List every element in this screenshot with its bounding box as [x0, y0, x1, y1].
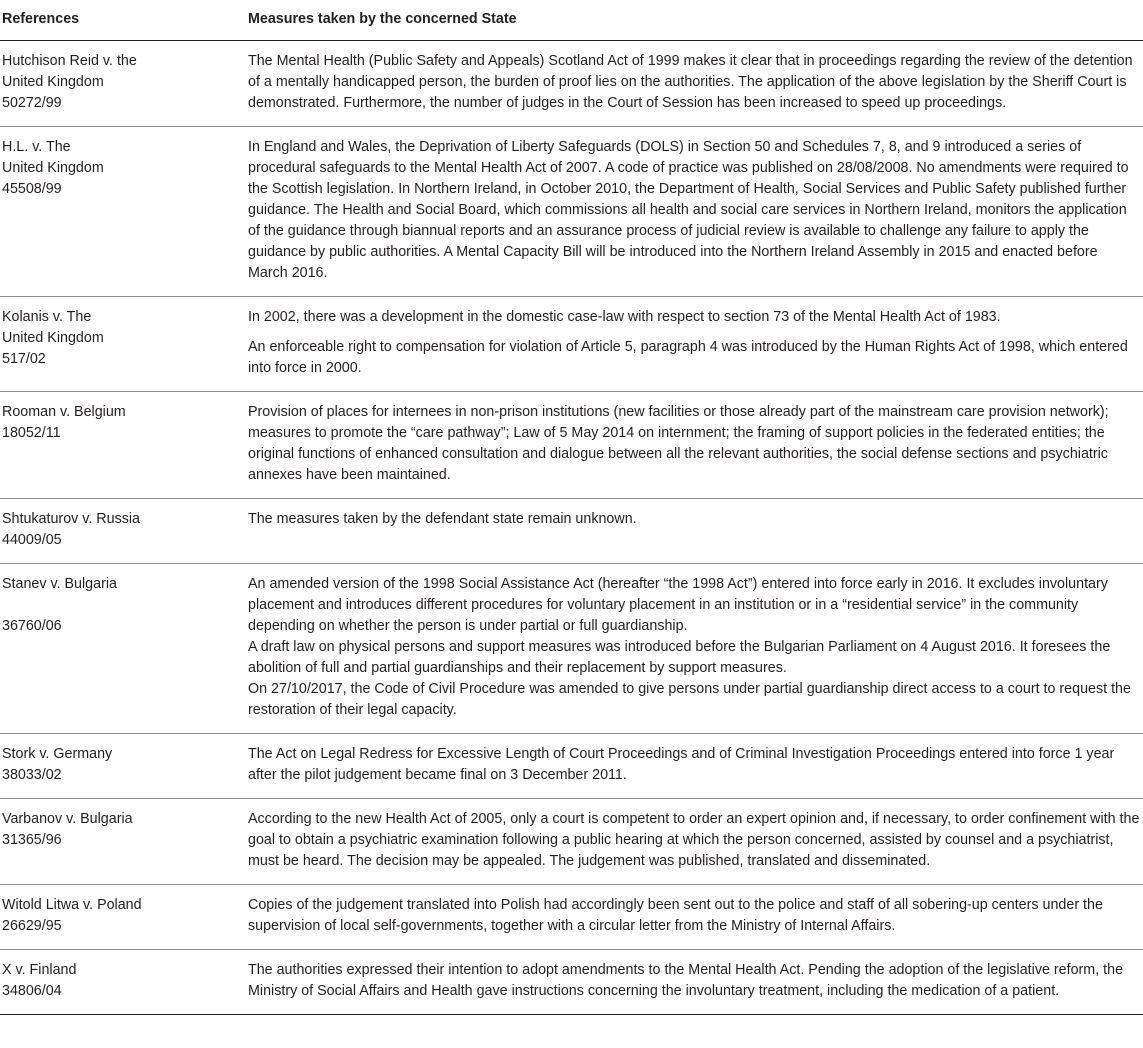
- measure-paragraph: The Mental Health (Public Safety and Appeals) Scotland Act of 1999 makes it clear that in proceedings regarding the review of the detention of a mentally handicapped person, the burden of proof lies on the authorities. The application of the above legislation by the Sheriff Court is demonstrated. Furthermore, the number of judges in the Court of Session has been increased to speed up proceedings.: [248, 53, 1133, 111]
- measure-paragraph: In England and Wales, the Deprivation of Liberty Safeguards (DOLS) in Section 50 and Schedules 7, 8, and 9 introduced a series of procedural safeguards to the Mental Health Act of 2007. A code of practice was published on 28/08/2008. No amendments were required to the Scottish legislation. In Northern Ireland, in October 2010, the Department of Health, Social Services and Public Safety published further guidance. The Health and Social Board, which commissions all health and social care services in Northern Ireland, monitors the application of the guidance through biannual reports and an assurance process of judicial review is available to challenge any failure to apply the guidance by public authorities. A Mental Capacity Bill will be introduced into the Northern Ireland Assembly in 2015 and enacted before March 2016.: [248, 139, 1129, 281]
- reference-line: 34806/04: [2, 983, 62, 999]
- reference-line: Varbanov v. Bulgaria: [2, 811, 133, 827]
- reference-cell: [0, 297, 237, 392]
- measures-cell: [237, 41, 1143, 127]
- reference-line: 517/02: [2, 351, 46, 367]
- table-row: [0, 392, 1143, 499]
- measure-paragraph: Provision of places for internees in non-prison institutions (new facilities or those already part of the mainstream care provision network); measures to promote the “care pathway”; Law of 5 May 2014 on internment; the framing of support policies in the federated entities; the original functions of enhanced consultation and dialogue between all the relevant authorities, the social defense sections and psychiatric annexes have been maintained.: [248, 404, 1109, 483]
- measure-paragraph: In 2002, there was a development in the domestic case-law with respect to section 73 of the Mental Health Act of 1983.: [248, 309, 1001, 325]
- measure-paragraph: Copies of the judgement translated into Polish had accordingly been sent out to the police and staff of all sobering-up centers under the supervision of local self-governments, together with a circular letter from the Ministry of Internal Affairs.: [248, 897, 1103, 934]
- measure-paragraph: An enforceable right to compensation for violation of Article 5, paragraph 4 was introduced by the Human Rights Act of 1998, which entered into force in 2000.: [248, 339, 1128, 376]
- measure-paragraph: On 27/10/2017, the Code of Civil Procedure was amended to give persons under partial guardianship direct access to a court to request the restoration of their legal capacity.: [248, 681, 1131, 718]
- reference-line: United Kingdom: [2, 74, 104, 90]
- measures-cell: [237, 950, 1143, 1015]
- reference-line: 44009/05: [2, 532, 62, 548]
- table-row: [0, 127, 1143, 297]
- reference-line: Witold Litwa v. Poland: [2, 897, 142, 913]
- header-row: [0, 0, 1143, 41]
- reference-line: 45508/99: [2, 181, 62, 197]
- reference-line: X v. Finland: [2, 962, 77, 978]
- reference-cell: [0, 799, 237, 885]
- measure-paragraph: The measures taken by the defendant state remain unknown.: [248, 511, 637, 527]
- reference-cell: [0, 127, 237, 297]
- reference-line: 31365/96: [2, 832, 62, 848]
- reference-cell: [0, 499, 237, 564]
- measures-column-header: Measures taken by the concerned State: [237, 0, 1143, 41]
- reference-line: Hutchison Reid v. the: [2, 53, 137, 69]
- reference-line: Rooman v. Belgium: [2, 404, 126, 420]
- measures-cell: [237, 297, 1143, 392]
- table-row: [0, 950, 1143, 1015]
- reference-line: 38033/02: [2, 767, 62, 783]
- reference-cell: [0, 41, 237, 127]
- table-row: [0, 41, 1143, 127]
- measures-cell: [237, 799, 1143, 885]
- reference-cell: [0, 392, 237, 499]
- measures-cell: [237, 499, 1143, 564]
- measures-cell: [237, 392, 1143, 499]
- reference-cell: [0, 950, 237, 1015]
- reference-line: Stork v. Germany: [2, 746, 113, 762]
- measure-paragraph: According to the new Health Act of 2005, only a court is competent to order an expert opinion and, if necessary, to order confinement with the goal to obtain a psychiatric examination following a public hearing at which the person concerned, assisted by counsel and a psychiatrist, must be heard. The decision may be appealed. The judgement was published, translated and disseminated.: [248, 811, 1140, 869]
- table-row: [0, 885, 1143, 950]
- references-column-header: References: [0, 0, 237, 41]
- reference-line: 50272/99: [2, 95, 62, 111]
- measure-paragraph: An amended version of the 1998 Social Assistance Act (hereafter “the 1998 Act”) entered into force early in 2016. It excludes involuntary placement and introduces different procedures for voluntary placement in an institution or in a “residential service” in the community depending on whether the person is under partial or full guardianship.: [248, 576, 1108, 634]
- reference-line: Stanev v. Bulgaria: [2, 576, 117, 592]
- measure-paragraph: The authorities expressed their intention to adopt amendments to the Mental Health Act. Pending the adoption of the legislative reform, the Ministry of Social Affairs and Health gave instructions concerning the involuntary treatment, including the medication of a patient.: [248, 962, 1124, 999]
- table-row: [0, 499, 1143, 564]
- table-row: [0, 734, 1143, 799]
- reference-line: Kolanis v. The: [2, 309, 92, 325]
- measures-cell: [237, 564, 1143, 734]
- reference-cell: [0, 885, 237, 950]
- table-row: [0, 799, 1143, 885]
- measure-paragraph: A draft law on physical persons and support measures was introduced before the Bulgarian Parliament on 4 August 2016. It foresees the abolition of full and partial guardianships and their replacement by support measures.: [248, 639, 1111, 676]
- reference-application-number: 36760/06: [2, 618, 62, 634]
- measures-cell: [237, 734, 1143, 799]
- table-body: [0, 41, 1143, 1015]
- reference-line: 18052/11: [2, 425, 61, 441]
- reference-line: United Kingdom: [2, 160, 104, 176]
- reference-line: H.L. v. The: [2, 139, 71, 155]
- table-row: [0, 297, 1143, 392]
- reference-cell: [0, 564, 237, 734]
- measure-paragraph: The Act on Legal Redress for Excessive Length of Court Proceedings and of Criminal Investigation Proceedings entered into force 1 year after the pilot judgement became final on 3 December 2011.: [248, 746, 1115, 783]
- table-row: [0, 564, 1143, 734]
- reference-line: 26629/95: [2, 918, 62, 934]
- reference-line: Shtukaturov v. Russia: [2, 511, 140, 527]
- measures-cell: [237, 127, 1143, 297]
- reference-cell: [0, 734, 237, 799]
- measures-cell: [237, 885, 1143, 950]
- reference-line: United Kingdom: [2, 330, 104, 346]
